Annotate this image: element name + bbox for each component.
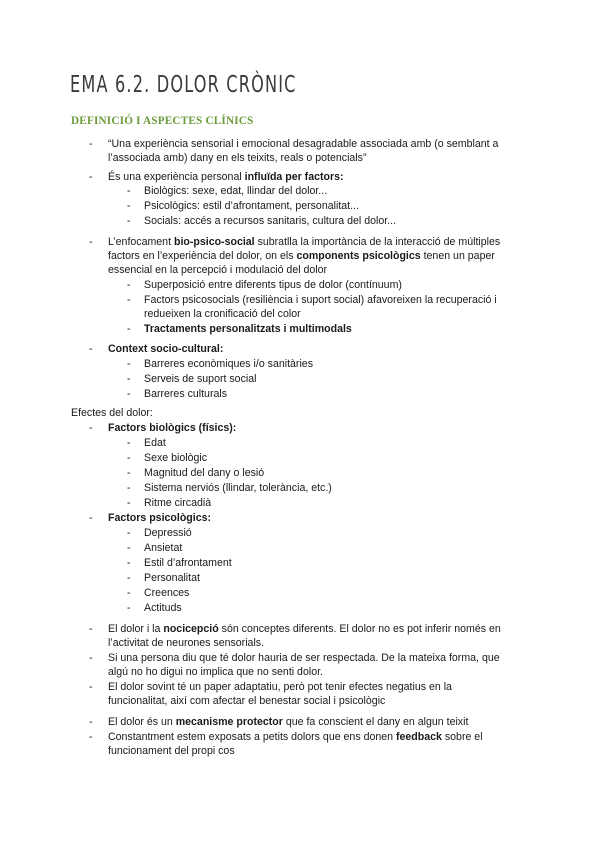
nociception-line-2: l’activitat de neurones sensorials. <box>108 637 265 649</box>
sub-dash: - <box>127 358 131 370</box>
bullet-dash: - <box>89 512 93 524</box>
sub-dash: - <box>127 388 131 400</box>
feedback-line-2: funcionament del propi cos <box>108 745 235 757</box>
respect-line-1: Si una persona diu que té dolor hauria de ser respectada. De la mateixa forma, que <box>108 652 500 664</box>
feedback-line-1: Constantment estem exposats a petits dolors que ens donen feedback sobre el <box>108 731 483 743</box>
sub-dash: - <box>127 323 131 335</box>
sub-item: Tractaments personalitzats i multimodals <box>144 323 352 335</box>
adaptive-line-2: funcionalitat, així com afectar el benestar social i psicològic <box>108 695 386 707</box>
sub-dash: - <box>127 185 131 197</box>
sub-dash: - <box>127 497 131 509</box>
sub-dash: - <box>127 373 131 385</box>
bullet-dash: - <box>89 652 93 664</box>
sub-item: Psicològics: estil d’afrontament, personalitat... <box>144 200 359 212</box>
sub-item: Sistema nerviós (llindar, tolerància, etc.) <box>144 482 332 494</box>
sub-item: Magnitud del dany o lesió <box>144 467 265 479</box>
bullet-personal-experience: És una experiència personal influïda per factors: <box>108 171 344 183</box>
sub-dash: - <box>127 602 131 614</box>
biopsychosocial-line-1: L’enfocament bio-psico-social subratlla la importància de la interacció de múltiples <box>108 236 501 248</box>
sub-item: Personalitat <box>144 572 200 584</box>
sub-item: Superposició entre diferents tipus de dolor (contínuum) <box>144 279 402 291</box>
sub-item: Edat <box>144 437 166 449</box>
sub-dash: - <box>127 215 131 227</box>
sub-dash: - <box>127 294 131 306</box>
sub-dash: - <box>127 527 131 539</box>
definition-line-2: l’associada amb) dany en els teixits, reals o potencials” <box>108 152 367 164</box>
sub-item: Serveis de suport social <box>144 373 257 385</box>
sub-item: Ansietat <box>144 542 183 554</box>
sub-item-continued: redueixen la cronificació del color <box>144 308 301 320</box>
bullet-dash: - <box>89 236 93 248</box>
sub-item: Ritme circadià <box>144 497 212 509</box>
bullet-psychological-factors: Factors psicològics: <box>108 512 212 524</box>
biopsychosocial-line-3: essencial en la percepció i modulació del dolor <box>108 264 328 276</box>
sub-dash: - <box>127 452 131 464</box>
bullet-dash: - <box>89 623 93 635</box>
sub-item: Estil d’afrontament <box>144 557 232 569</box>
bullet-dash: - <box>89 716 93 728</box>
sub-dash: - <box>127 467 131 479</box>
definition-line-1: “Una experiència sensorial i emocional desagradable associada amb (o semblant a <box>108 138 499 150</box>
sub-dash: - <box>127 587 131 599</box>
sub-item: Actituds <box>144 602 182 614</box>
bullet-dash: - <box>89 138 93 150</box>
sub-item: Sexe biològic <box>144 452 208 464</box>
sub-item: Factors psicosocials (resiliència i suport social) afavoreixen la recuperació i <box>144 294 497 306</box>
bullet-biological-factors: Factors biològics (físics): <box>108 422 237 434</box>
effects-label: Efectes del dolor: <box>71 407 153 419</box>
sub-dash: - <box>127 542 131 554</box>
sub-dash: - <box>127 437 131 449</box>
sub-dash: - <box>127 279 131 291</box>
bullet-dash: - <box>89 343 93 355</box>
sub-item: Creences <box>144 587 190 599</box>
sub-item: Barreres econòmiques i/o sanitàries <box>144 358 313 370</box>
bullet-dash: - <box>89 681 93 693</box>
bullet-context: Context socio-cultural: <box>108 343 224 355</box>
respect-line-2: algú no ho digui no implica que no senti dolor. <box>108 666 323 678</box>
sub-item: Barreres culturals <box>144 388 228 400</box>
biopsychosocial-line-2: factors en l’experiència del dolor, on els components psicològics tenen un paper <box>108 250 495 262</box>
nociception-line-1: El dolor i la nocicepció són conceptes diferents. El dolor no es pot inferir només en <box>108 623 501 635</box>
bullet-dash: - <box>89 422 93 434</box>
sub-item: Depressió <box>144 527 192 539</box>
adaptive-line-1: El dolor sovint té un paper adaptatiu, però pot tenir efectes negatius en la <box>108 681 452 693</box>
sub-item: Biològics: sexe, edat, llindar del dolor... <box>144 185 328 197</box>
sub-item: Socials: accés a recursos sanitaris, cultura del dolor... <box>144 215 397 227</box>
sub-dash: - <box>127 572 131 584</box>
sub-dash: - <box>127 557 131 569</box>
page-title: EMA 6.2. DOLOR CRÒNIC <box>70 72 297 98</box>
bullet-dash: - <box>89 731 93 743</box>
protective-mechanism: El dolor és un mecanisme protector que fa conscient el dany en algun teixit <box>108 716 469 728</box>
sub-dash: - <box>127 482 131 494</box>
sub-dash: - <box>127 200 131 212</box>
section-heading: DEFINICIÓ I ASPECTES CLÍNICS <box>71 115 254 127</box>
bullet-dash: - <box>89 171 93 183</box>
